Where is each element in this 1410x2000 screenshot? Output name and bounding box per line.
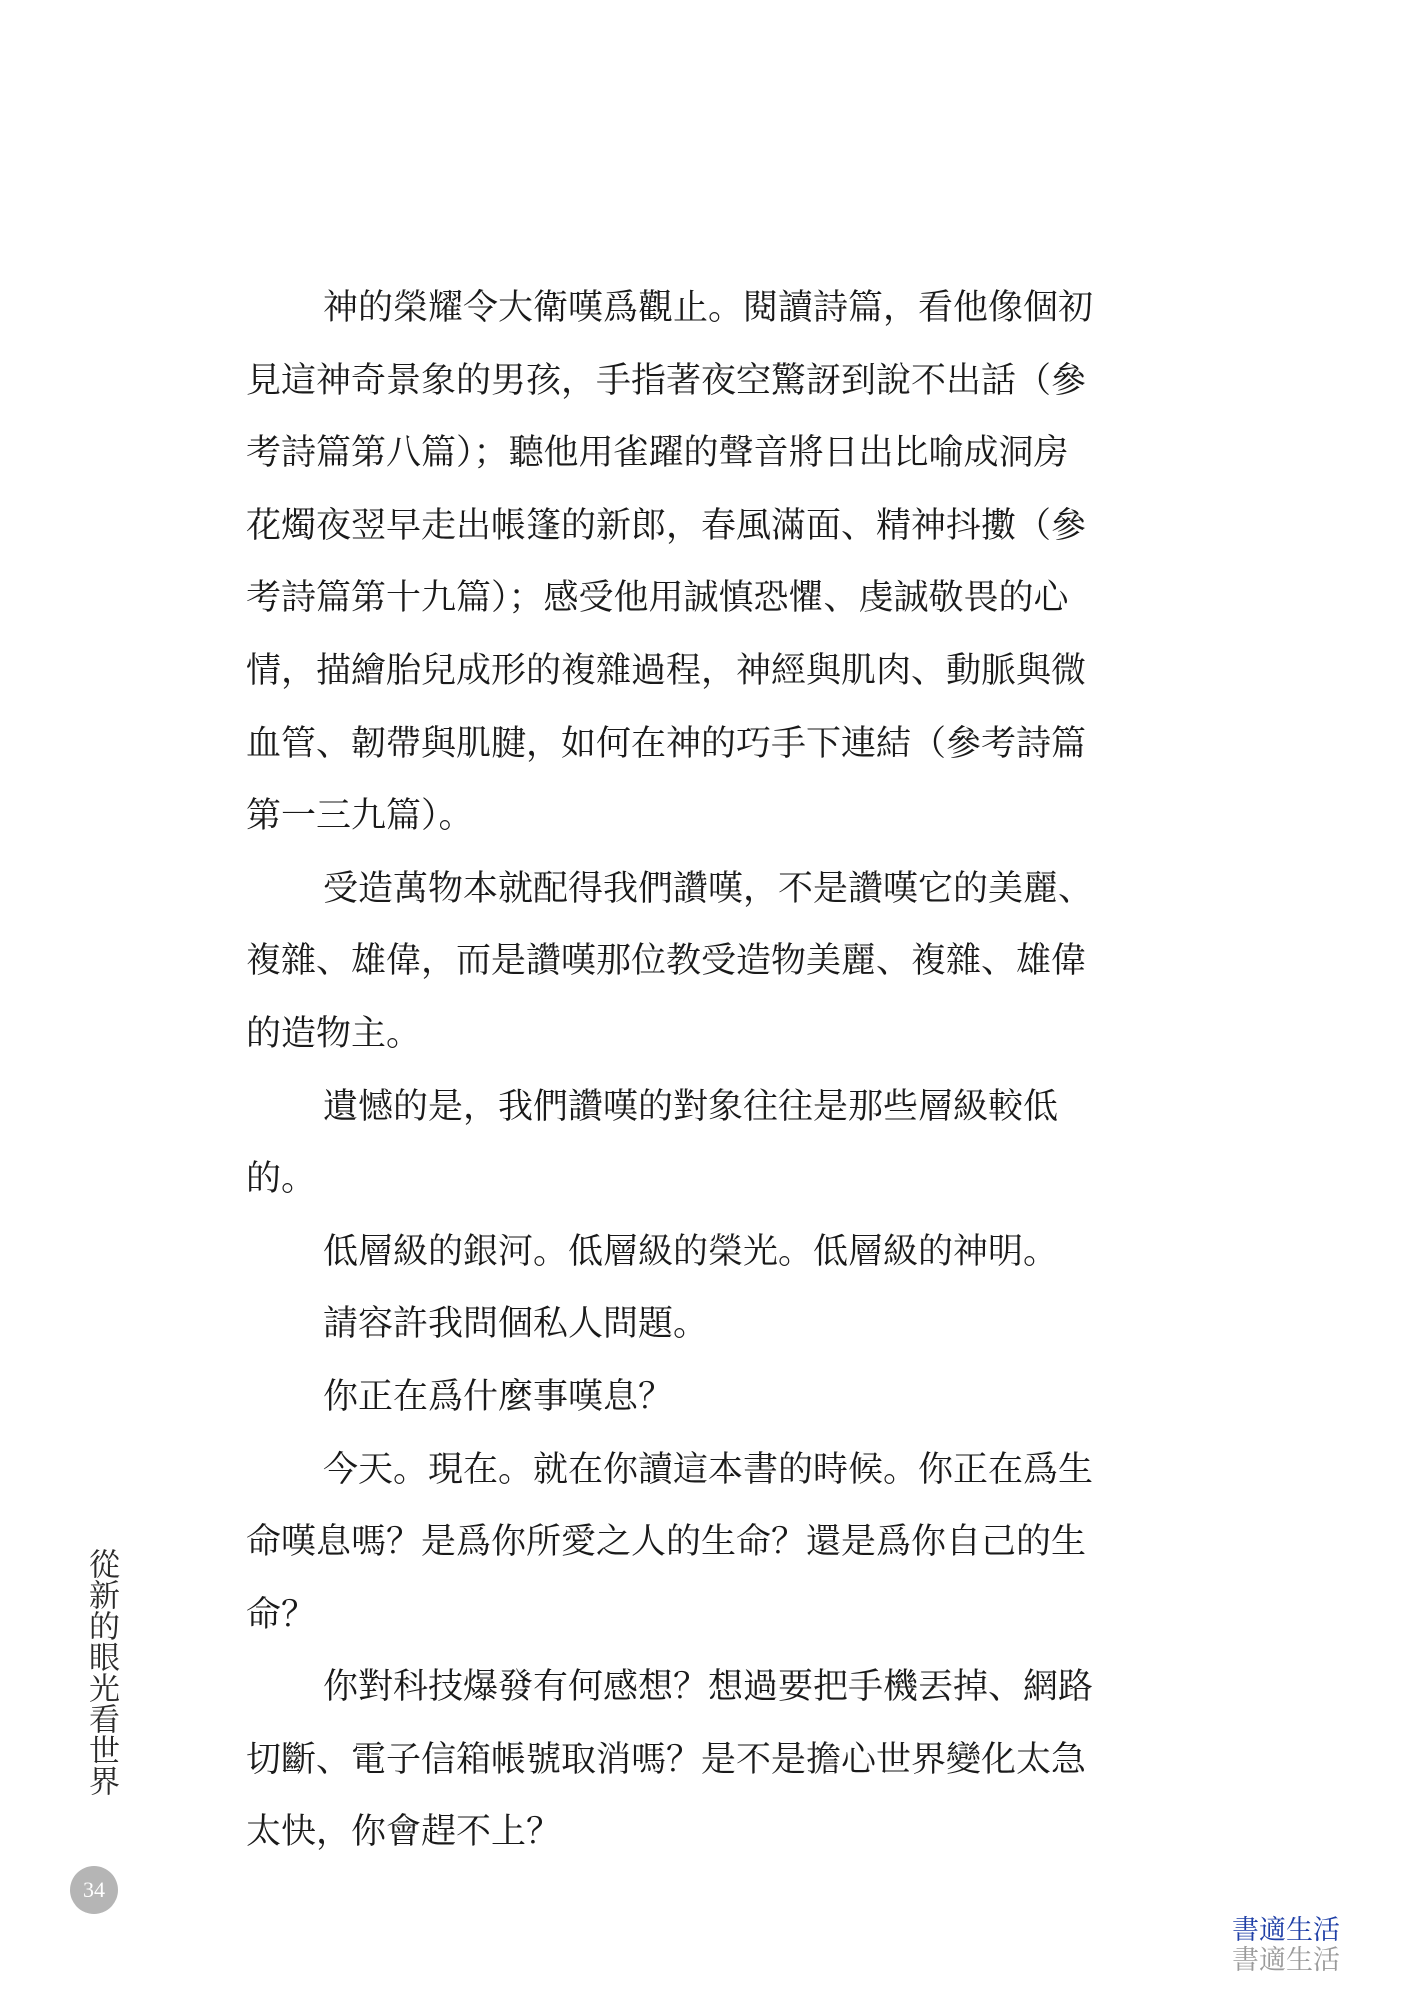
text-line: 血管、韌帶與肌腱，如何在神的巧手下連結（參考詩篇 [246,723,1087,764]
text-line: 切斷、電子信箱帳號取消嗎？是不是擔心世界變化太急 [246,1739,1087,1780]
text-line: 的。 [246,1159,317,1200]
text-line: 你正在爲什麼事嘆息？ [323,1376,674,1417]
text-line: 花燭夜翌早走出帳篷的新郎，春風滿面、精神抖擻（參 [246,505,1087,546]
text-line: 受造萬物本就配得我們讚嘆，不是讚嘆它的美麗、 [323,868,1094,909]
page-number: 34 [70,1866,118,1914]
text-line: 低層級的銀河。低層級的榮光。低層級的神明。 [323,1231,1059,1272]
watermark-secondary: 書適生活 [1232,1945,1340,1976]
text-line: 神的榮耀令大衛嘆爲觀止。閱讀詩篇，看他像個初 [323,288,1094,328]
text-line: 命？ [246,1594,317,1635]
text-line: 複雜、雄偉，而是讚嘆那位教受造物美麗、複雜、雄偉 [246,941,1087,982]
text-line: 太快，你會趕不上？ [246,1812,562,1853]
watermark-primary: 書適生活 [1232,1915,1340,1946]
text-line: 考詩篇第八篇）；聽他用雀躍的聲音將日出比喻成洞房 [246,433,1069,474]
text-line: 你對科技爆發有何感想？想過要把手機丟掉、網路 [323,1667,1094,1708]
text-line: 今天。現在。就在你讀這本書的時候。你正在爲生 [323,1449,1094,1490]
text-line: 見這神奇景象的男孩，手指著夜空驚訝到說不出話（參 [246,360,1087,401]
text-line: 請容許我問個私人問題。 [323,1304,709,1345]
text-line: 的造物主。 [246,1013,422,1054]
body-text [246,272,1186,1869]
text-line: 考詩篇第十九篇）；感受他用誠慎恐懼、虔誠敬畏的心 [246,578,1069,619]
book-title: 從新的眼光看世界 [83,1548,119,1796]
text-line: 遺憾的是，我們讚嘆的對象往往是那些層級較低 [323,1086,1059,1127]
text-line: 命嘆息嗎？是爲你所愛之人的生命？還是爲你自己的生 [246,1522,1087,1563]
text-line: 第一三九篇）。 [246,796,474,837]
text-line: 情，描繪胎兒成形的複雜過程，神經與肌肉、動脈與微 [246,650,1087,691]
